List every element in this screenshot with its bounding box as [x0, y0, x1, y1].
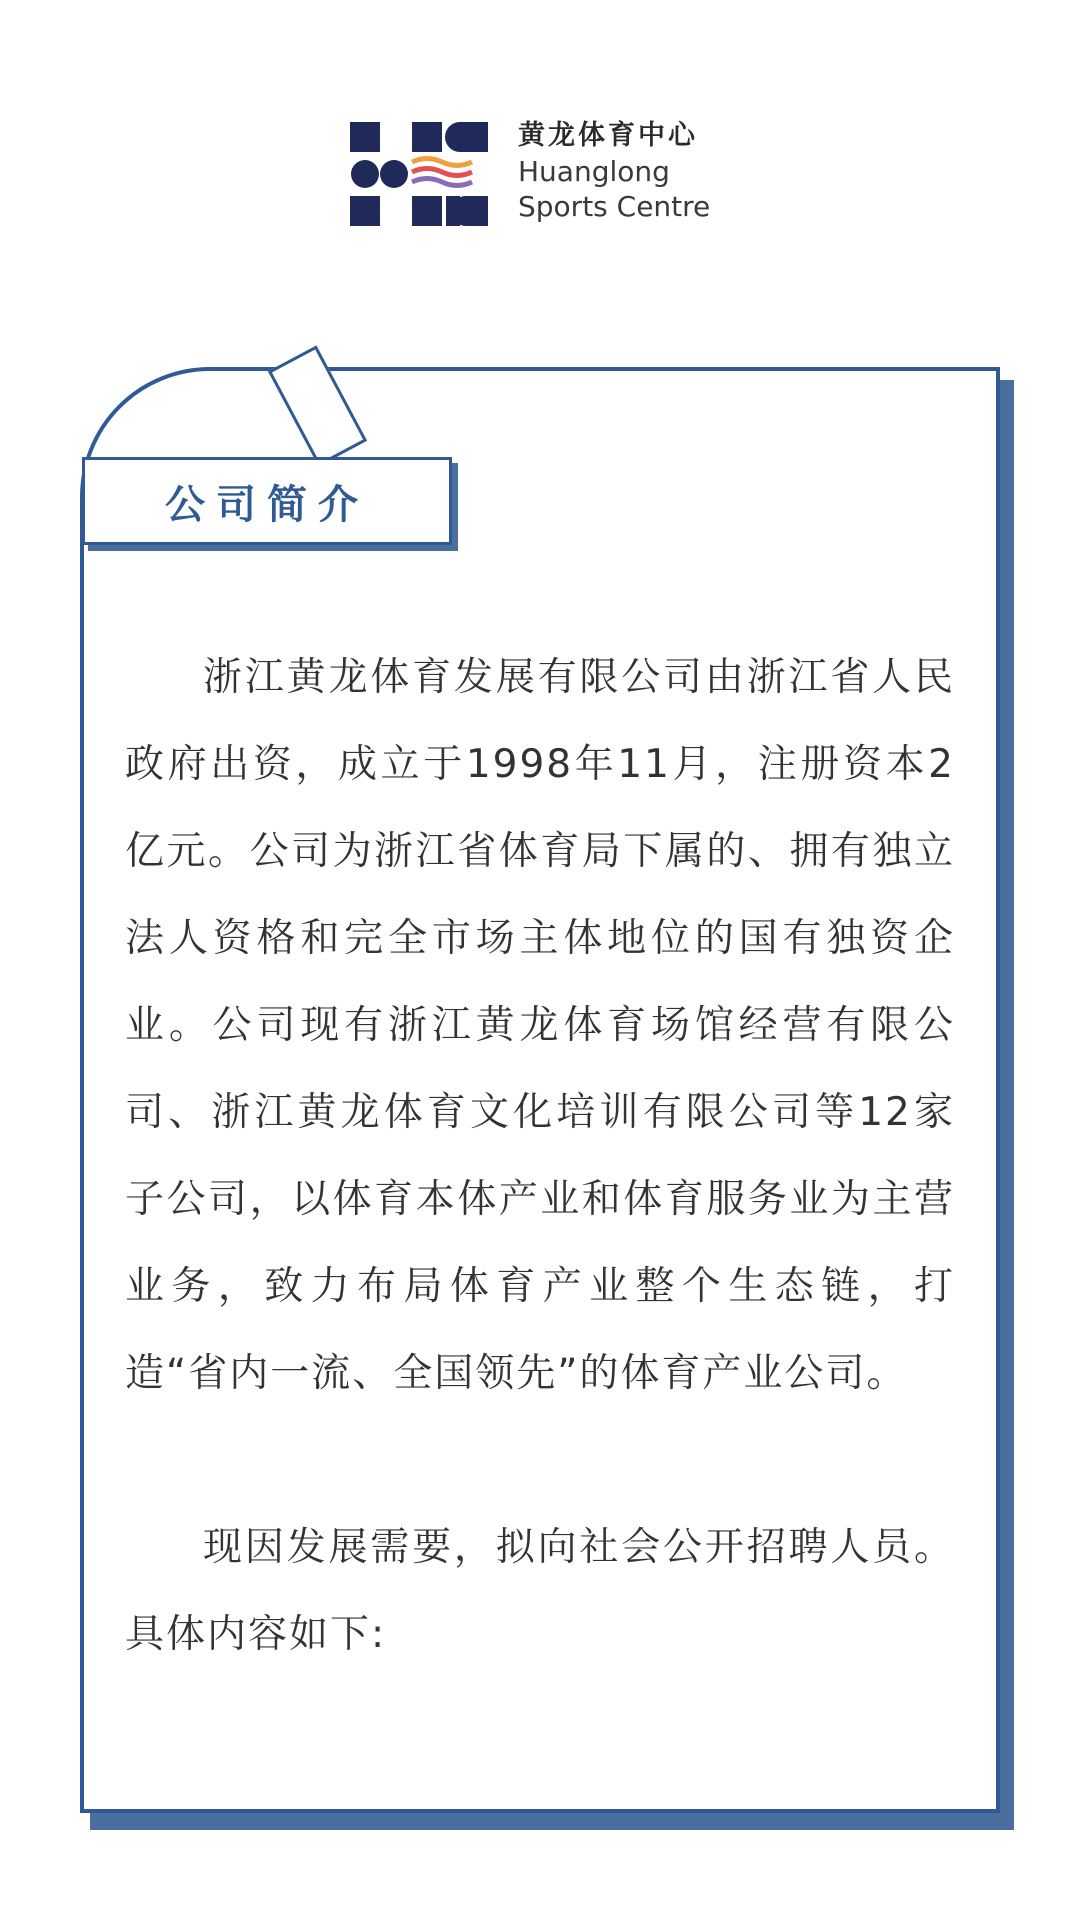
logo-name-cn: 黄龙体育中心 [518, 120, 698, 151]
huanglong-logo-icon [350, 122, 488, 226]
intro-paragraph-2: 现因发展需要，拟向社会公开招聘人员。具体内容如下: [125, 1525, 955, 1657]
brand-logo [350, 118, 750, 228]
section-title-box [82, 457, 452, 545]
logo-name-en-line2: Sports Centre [518, 190, 711, 223]
logo-text [518, 118, 750, 224]
intro-content [125, 634, 955, 1678]
intro-paragraph-1: 浙江黄龙体育发展有限公司由浙江省人民政府出资，成立于1998年11月，注册资本2亿元。公司为浙江省体育局下属的、拥有独立法人资格和完全市场主体地位的国有独资企业。公司现有浙江黄龙体育场馆经营有限公司、浙江黄龙体育文化培训有限公司等12家子公司，以体育本体产业和体育服务业为主营业务，致力布局体育产业整个生态链，打造“省内一流、全国领先”的体育产业公司。 [125, 655, 955, 1396]
section-title: 公司简介 [165, 481, 369, 528]
logo-name-en-line1: Huanglong [518, 155, 670, 188]
